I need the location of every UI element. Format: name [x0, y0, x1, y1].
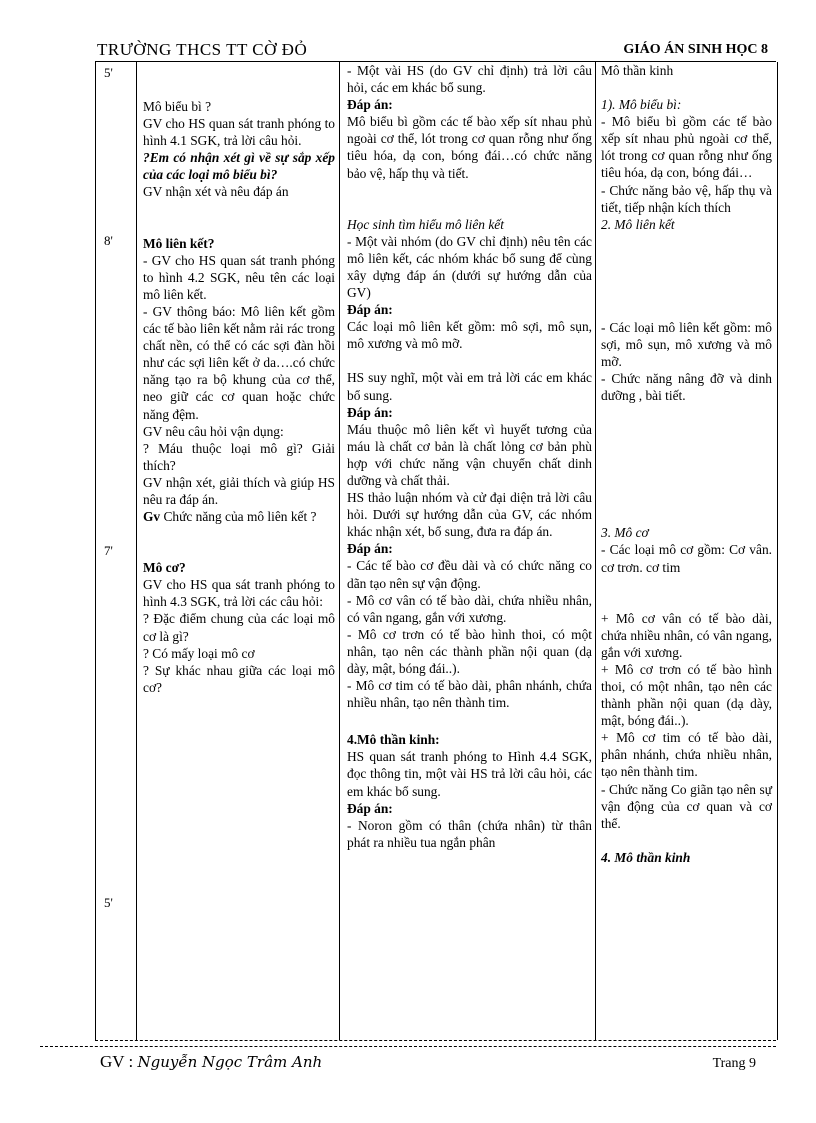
student-text: - Mô cơ tim có tế bào dài, phân nhánh, chứa nhiều nhân, tạo nên thành tim. — [347, 678, 592, 711]
teacher-text: GV nêu câu hỏi vận dụng: — [143, 423, 284, 439]
content-text: - Chức năng nâng đỡ và dinh dưỡng , bài tiết. — [601, 371, 772, 404]
answer-label: Đáp án: — [347, 302, 393, 318]
teacher-text: - GV thông báo: Mô liên kết gồm các tế bào liên kết nằm rải rác trong chất nền, có thể có các sợi đàn hồi như các sợi liên kết ở da….có chức năng tạo ra bộ khung của cơ thể, neo giữ các cơ quan hoặc chức năng đệm. — [143, 303, 335, 422]
student-text: HS suy nghĩ, một vài em trả lời các em khác bổ sung. — [347, 370, 592, 403]
footer-author — [100, 1052, 322, 1072]
column-divider — [595, 62, 596, 1040]
content-text: - Chức năng Co giãn tạo nên sự vận động của cơ quan và cơ thể. — [601, 781, 772, 831]
time-mark: 8' — [104, 233, 113, 248]
student-text: HS thảo luận nhóm và cử đại diện trả lời câu hỏi. Dưới sự hướng dẫn của GV, các nhóm khác nhận xét, bổ sung, đưa ra đáp án. — [347, 490, 592, 540]
teacher-text: Mô biểu bì ? — [143, 99, 212, 114]
footer-rule — [40, 1046, 776, 1047]
teacher-label: Gv — [143, 509, 161, 525]
teacher-text: - GV cho HS quan sát tranh phóng to hình 4.2 SGK, nêu tên các loại mô liên kết. — [143, 252, 335, 302]
teacher-heading: Mô liên kết? — [143, 235, 215, 251]
answer-label: Đáp án: — [347, 97, 393, 113]
teacher-text: ? Máu thuộc loại mô gì? Giải thích? — [143, 440, 335, 473]
answer-label: Đáp án: — [347, 404, 393, 420]
content-text: + Mô cơ vân có tế bào dài, chứa nhiều nhân, có vân ngang, gắn với xương. — [601, 610, 772, 660]
student-text: - Mô cơ vân có tế bào dài, chứa nhiều nhân, có vân ngang, gắn với xương. — [347, 592, 592, 625]
student-heading: Học sinh tìm hiểu mô liên kết — [347, 216, 504, 232]
teacher-text: GV cho HS quan sát tranh phóng to hình 4.1 SGK, trả lời câu hỏi. — [143, 116, 335, 149]
content-text: - Chức năng bảo vệ, hấp thụ và tiết, tiếp nhận kích thích — [601, 182, 772, 215]
content-column — [601, 62, 772, 866]
student-text: - Noron gồm có thân (chứa nhân) từ thân phát ra nhiều tua ngắn phân — [347, 817, 592, 850]
content-text: - Mô biểu bì gồm các tế bào xếp sít nhau phủ ngoài cơ thể, lót trong cơ quan rỗng như ống tiêu hóa, dạ con, bóng đái… — [601, 114, 772, 181]
teacher-text — [143, 508, 335, 525]
header-subject: GIÁO ÁN SINH HỌC 8 — [623, 42, 768, 57]
teacher-text: ? Có mấy loại mô cơ — [143, 645, 255, 661]
teacher-heading: Mô cơ? — [143, 560, 186, 576]
student-text: Các loại mô liên kết gồm: mô sợi, mô sụn, mô xương và mô mỡ. — [347, 319, 592, 352]
content-heading: 1). Mô biểu bì: — [601, 97, 682, 113]
teacher-text: ? Đặc điểm chung của các loại mô cơ là gì? — [143, 611, 335, 644]
teacher-question: ?Em có nhận xét gì về sự sắp xếp của các loại mô biểu bì? — [143, 150, 335, 183]
answer-label: Đáp án: — [347, 541, 393, 557]
content-text: Mô thần kinh — [601, 63, 674, 78]
teacher-text: Chức năng của mô liên kết ? — [160, 509, 317, 525]
header-school: TRƯỜNG THCS TT CỜ ĐỎ — [97, 40, 308, 59]
teacher-text: GV nhận xét và nêu đáp án — [143, 184, 289, 200]
content-heading: 4. Mô thần kinh — [601, 849, 691, 865]
teacher-text: ? Sự khác nhau giữa các loại mô cơ? — [143, 662, 335, 695]
content-text: + Mô cơ trơn có tế bào hình thoi, có một nhân, tạo nên các thành phần nội quan (dạ dày, mật, bóng đái..). — [601, 661, 772, 729]
student-text: HS quan sát tranh phóng to Hình 4.4 SGK, đọc thông tin, một vài HS trả lời câu hỏi, các em khác bổ sung. — [347, 749, 592, 799]
student-text: Mô biểu bì gồm các tế bào xếp sít nhau phủ ngoài cơ thể, lót trong cơ quan rỗng như ống tiêu hóa, dạ con, bóng đái…có chức năng bảo vệ, hấp thụ và tiết. — [347, 114, 592, 181]
student-text: - Mô cơ trơn có tế bào hình thoi, có một nhân, tạo nên các thành phần nội quan (dạ dày, mật, bóng đái..). — [347, 626, 592, 676]
time-mark: 7' — [104, 543, 113, 558]
time-mark: 5' — [104, 895, 113, 910]
footer-gv-label: GV : — [100, 1052, 138, 1071]
content-heading: 3. Mô cơ — [601, 525, 649, 541]
teacher-activity-column — [143, 62, 335, 696]
answer-label: Đáp án: — [347, 800, 393, 816]
content-heading: 2. Mô liên kết — [601, 216, 675, 232]
teacher-text: GV cho HS qua sát tranh phóng to hình 4.3 SGK, trả lời các câu hỏi: — [143, 577, 335, 610]
content-text: - Các loại mô liên kết gồm: mô sợi, mô sụn, mô xương và mô mỡ. — [601, 319, 772, 370]
content-text: + Mô cơ tim có tế bào dài, phân nhánh, chứa nhiều nhân, tạo nên thành tim. — [601, 730, 772, 780]
student-text: - Một vài HS (do GV chỉ định) trả lời câu hỏi, các em khác bổ sung. — [347, 63, 592, 96]
footer-teacher-name: Nguyễn Ngọc Trâm Anh — [137, 1053, 323, 1071]
lesson-table — [95, 62, 778, 1040]
table-bottom-rule — [95, 1040, 776, 1041]
student-activity-column — [347, 62, 592, 851]
student-heading: 4.Mô thần kinh: — [347, 732, 440, 748]
page-number: Trang 9 — [712, 1056, 756, 1071]
column-divider — [136, 62, 137, 1040]
student-text: - Một vài nhóm (do GV chỉ định) nêu tên các mô liên kết, các nhóm khác bổ sung để cùng xây dựng đáp án (dưới sự hướng dẫn của GV) — [347, 233, 592, 301]
time-mark: 5' — [104, 65, 113, 80]
column-divider — [339, 62, 340, 1040]
content-text: - Các loại mô cơ gồm: Cơ vân. cơ trơn. cơ tim — [601, 542, 772, 575]
student-text: - Các tế bào cơ đều dài và có chức năng co dãn tạo nên sự vận động. — [347, 558, 592, 591]
teacher-text: GV nhận xét, giải thích và giúp HS nêu ra đáp án. — [143, 474, 335, 507]
student-text: Máu thuộc mô liên kết vì huyết tương của máu là chất cơ bản là chất lỏng cơ bản phù hợp với chức năng vận chuyển chất dinh dưỡng và chất thải. — [347, 421, 592, 488]
